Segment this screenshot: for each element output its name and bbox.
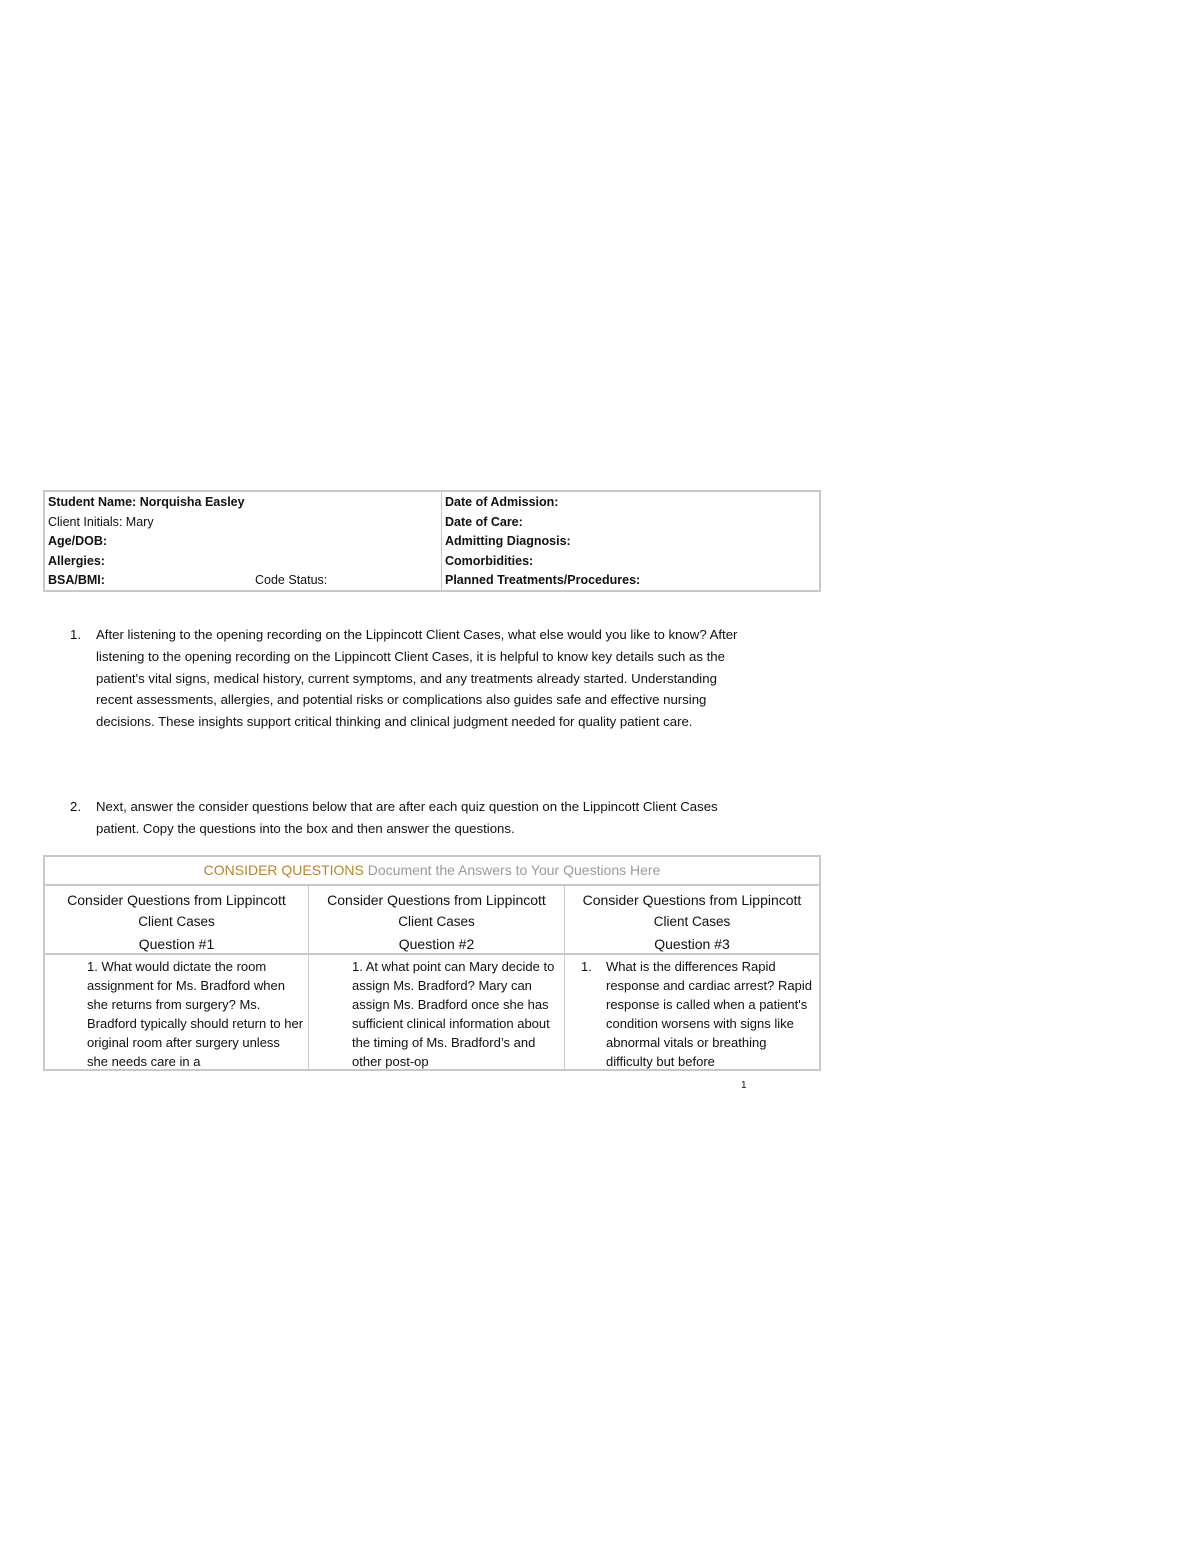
column-3-sublabel: Client Cases	[653, 914, 731, 929]
consider-title: CONSIDER QUESTIONS	[203, 862, 364, 878]
question-1	[70, 624, 752, 733]
column-3-answer	[565, 955, 819, 1071]
consider-questions-table	[43, 855, 821, 1071]
info-left-column	[45, 492, 442, 590]
column-1-sublabel: Client Cases	[138, 914, 215, 929]
column-2-header	[309, 886, 564, 955]
consider-header	[45, 857, 819, 886]
admitting-diagnosis-label: Admitting Diagnosis:	[445, 534, 571, 548]
question-2-number: 2.	[70, 799, 81, 814]
column-1-header	[45, 886, 308, 955]
comorbidities-label: Comorbidities:	[445, 553, 534, 568]
column-3-question-number: Question #3	[654, 936, 730, 952]
consider-column-2	[309, 886, 565, 1071]
column-3-answer-text: What is the differences Rapid response and cardiac arrest? Rapid response is called when a patient's condition worsens with signs like abnormal vitals or breathing difficulty but before	[606, 959, 812, 1069]
consider-column-1	[45, 886, 309, 1071]
date-of-care-label: Date of Care:	[445, 514, 523, 529]
column-2-label: Consider Questions from Lippincott	[327, 892, 546, 908]
patient-info-table	[43, 490, 821, 592]
column-2-sublabel: Client Cases	[398, 914, 475, 929]
code-status-label: Code Status:	[255, 573, 328, 587]
question-1-text: After listening to the opening recording on the Lippincott Client Cases, what else would you like to know? After listening to the opening recording on the Lippincott Client Cases, it is helpful to know key details such as the patient's vital signs, medical history, current symptoms, and any treatments already started. Understanding recent assessments, allergies, and potential risks or complications also guides safe and effective nursing decisions. These insights support critical thinking and clinical judgment needed for quality patient care.	[96, 627, 738, 730]
question-1-number: 1.	[70, 627, 81, 642]
info-right-column	[442, 492, 819, 590]
column-2-question-number: Question #2	[398, 936, 475, 952]
date-of-admission-label: Date of Admission:	[445, 495, 559, 509]
student-name-line	[48, 493, 438, 513]
column-1-question-number: Question #1	[138, 936, 215, 952]
student-name-label: Student Name:	[48, 495, 137, 509]
page-number: 1	[741, 1080, 747, 1091]
question-2	[70, 796, 752, 840]
question-2-text: Next, answer the consider questions below that are after each quiz question on the Lippincott Client Cases patient. Copy the questions into the box and then answer the questions.	[96, 799, 718, 836]
column-2-answer: 1. At what point can Mary decide to assign Ms. Bradford? Mary can assign Ms. Bradford once she has sufficient clinical information about the timing of Ms. Bradford’s and other post-op	[352, 959, 555, 1069]
student-name-value: Norquisha Easley	[139, 495, 245, 509]
client-initials: Client Initials: Mary	[48, 514, 154, 529]
planned-treatments-label: Planned Treatments/Procedures:	[445, 573, 641, 587]
allergies-label: Allergies:	[48, 553, 105, 568]
age-dob-label: Age/DOB:	[48, 534, 108, 548]
bsa-code-line	[48, 571, 438, 591]
column-1-answer: 1. What would dictate the room assignment for Ms. Bradford when she returns from surgery? Ms. Bradford typically should return to her original room after surgery unless she needs care in a	[87, 959, 304, 1069]
consider-column-3	[565, 886, 819, 1071]
consider-subtitle: Document the Answers to Your Questions Here	[367, 862, 661, 878]
column-1-label: Consider Questions from Lippincott	[67, 892, 286, 908]
column-3-label: Consider Questions from Lippincott	[582, 892, 802, 908]
column-3-answer-number: 1.	[581, 959, 592, 974]
bsa-bmi-label: BSA/BMI:	[48, 573, 105, 587]
column-3-header	[565, 886, 819, 955]
